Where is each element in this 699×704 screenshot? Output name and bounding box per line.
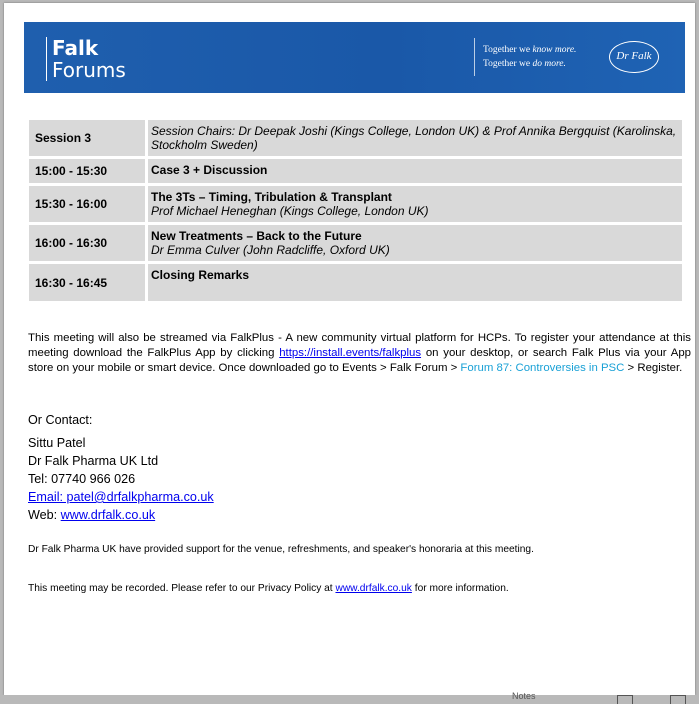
falkplus-install-link[interactable]: https://install.events/falkplus <box>279 347 422 359</box>
stream-text-b: on your desktop, or search Falk Plus via your App store on your mobile or smart device. Once downloaded go to Events > Falk Forum > <box>28 347 691 374</box>
talk-title: New Treatments – Back to the Future <box>151 229 362 243</box>
time-cell: 15:00 - 15:30 <box>29 159 145 183</box>
time-cell: 15:30 - 16:00 <box>29 186 145 222</box>
contact-tel: Tel: 07740 966 026 <box>28 472 136 486</box>
session-schedule-table <box>26 117 685 304</box>
grid-view-icon[interactable] <box>670 695 686 704</box>
tagline-it1: know more. <box>532 45 577 55</box>
time-cell: 16:00 - 16:30 <box>29 225 145 261</box>
talk-cell <box>148 159 682 183</box>
table-row <box>29 186 682 222</box>
talk-cell <box>148 225 682 261</box>
logo-line2: Forums <box>52 58 126 82</box>
contact-name: Sittu Patel <box>28 436 86 450</box>
privacy-link[interactable]: www.drfalk.co.uk <box>335 583 412 594</box>
notes-button[interactable]: Notes <box>512 691 536 701</box>
contact-web-link[interactable]: www.drfalk.co.uk <box>60 508 156 522</box>
session-chairs: Session Chairs: Dr Deepak Joshi (Kings College, London UK) & Prof Annika Bergquist (Karolinska, Stockholm Sweden) <box>148 120 682 156</box>
contact-block <box>28 411 214 524</box>
contact-heading: Or Contact: <box>28 413 93 427</box>
table-row <box>29 264 682 301</box>
stream-text-a: This meeting will also be streamed via FalkPlus - A new community virtual platform for HCPs. To register your attendance at this meeting download the FalkPlus App by clicking <box>28 332 691 359</box>
talk-cell <box>148 186 682 222</box>
privacy-text-a: This meeting may be recorded. Please refer to our Privacy Policy at <box>28 583 336 594</box>
drfalk-logo-icon: Dr Falk <box>609 41 659 73</box>
forum-name-link[interactable]: Forum 87: Controversies in PSC <box>460 362 625 374</box>
tagline-pre2: Together we <box>483 59 533 69</box>
table-row <box>29 120 682 156</box>
web-label: Web: <box>28 508 61 522</box>
logo-line1: Falk <box>52 36 99 60</box>
table-row <box>29 159 682 183</box>
support-note: Dr Falk Pharma UK have provided support for the venue, refreshments, and speaker's honoraria at this meeting. <box>28 544 534 555</box>
contact-company: Dr Falk Pharma UK Ltd <box>28 454 159 468</box>
normal-view-icon[interactable] <box>617 695 633 704</box>
talk-speaker: Prof Michael Heneghan (Kings College, London UK) <box>151 204 429 218</box>
privacy-text-b: for more information. <box>411 583 509 594</box>
talk-speaker: Dr Emma Culver (John Radcliffe, Oxford UK) <box>151 243 390 257</box>
contact-email-link[interactable]: Email: patel@drfalkpharma.co.uk <box>28 490 214 504</box>
tagline-pre1: Together we <box>483 45 533 55</box>
session-label: Session 3 <box>29 120 145 156</box>
falk-forums-logo <box>46 37 126 81</box>
stream-text-c: > Register. <box>624 362 683 374</box>
document-page <box>4 3 695 695</box>
streaming-info-paragraph <box>28 331 691 376</box>
talk-title: Case 3 + Discussion <box>151 163 268 177</box>
time-cell: 16:30 - 16:45 <box>29 264 145 301</box>
viewer-status-bar <box>0 691 699 704</box>
privacy-note <box>28 583 509 594</box>
tagline <box>474 38 576 76</box>
tagline-it2: do more. <box>532 59 566 69</box>
header-banner <box>24 22 685 93</box>
talk-cell <box>148 264 682 301</box>
talk-title: The 3Ts – Timing, Tribulation & Transplant <box>151 190 392 204</box>
talk-title: Closing Remarks <box>151 268 250 282</box>
table-row <box>29 225 682 261</box>
